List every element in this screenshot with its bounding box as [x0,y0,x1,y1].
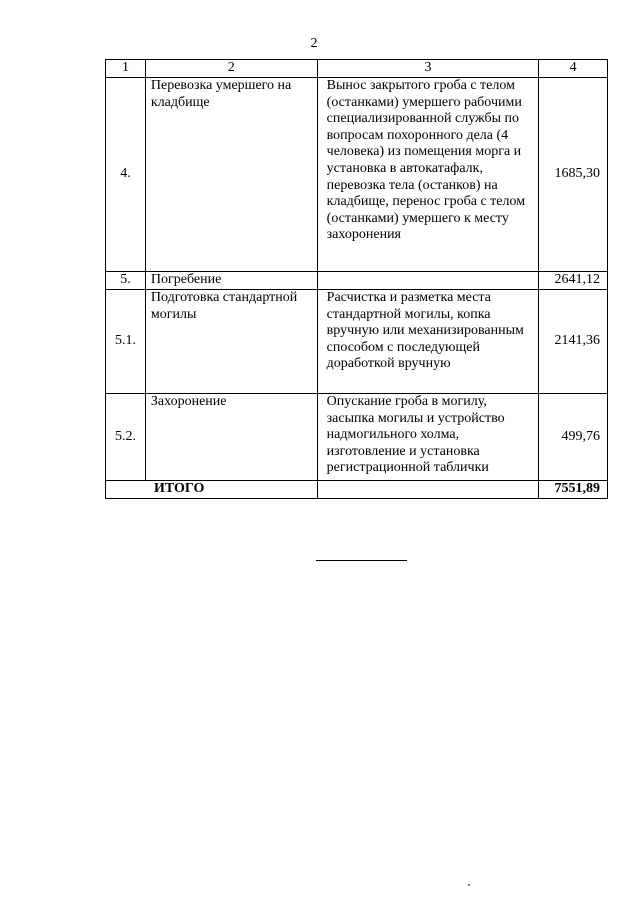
table-row [106,290,608,394]
column-header-4: 4 [539,60,608,78]
service-price: 2141,36 [539,290,608,394]
table-row [106,394,608,481]
service-description: Опускание гроба в могилу, засыпка могилы и устройство надмогильного холма, изготовление и установка регистрационной таблички [317,394,539,481]
total-price: 7551,89 [539,481,608,499]
table-header-row [106,60,608,78]
table-row [106,78,608,272]
services-price-table [105,59,608,499]
column-header-3: 3 [317,60,539,78]
row-number: 5.2. [106,394,146,481]
service-name: Подготовка стандартной могилы [145,290,317,394]
total-row [106,481,608,499]
row-number: 5.1. [106,290,146,394]
end-of-document-rule [316,560,407,561]
service-name: Перевозка умершего на кладбище [145,78,317,272]
page-number: 2 [310,36,318,51]
column-header-1: 1 [106,60,146,78]
service-price: 499,76 [539,394,608,481]
service-name: Захоронение [145,394,317,481]
row-number: 5. [106,272,146,290]
total-label: ИТОГО [106,481,318,499]
table-row [106,272,608,290]
column-header-2: 2 [145,60,317,78]
service-description: Расчистка и разметка места стандартной могилы, копка вручную или механизированным способом с последующей доработкой вручную [317,290,539,394]
service-name: Погребение [145,272,317,290]
service-description: Вынос закрытого гроба с телом (останками) умершего рабочими специализированной службы по вопросам похоронного дела (4 человека) из помещения морга и установка в автокатафалк, перевозка тела (останков) на кладбище, перенос гроба с телом (останками) умершего к месту захоронения [317,78,539,272]
service-description [317,272,539,290]
total-empty-cell [317,481,539,499]
service-price: 1685,30 [539,78,608,272]
scan-speck [468,884,470,886]
row-number: 4. [106,78,146,272]
service-price: 2641,12 [539,272,608,290]
